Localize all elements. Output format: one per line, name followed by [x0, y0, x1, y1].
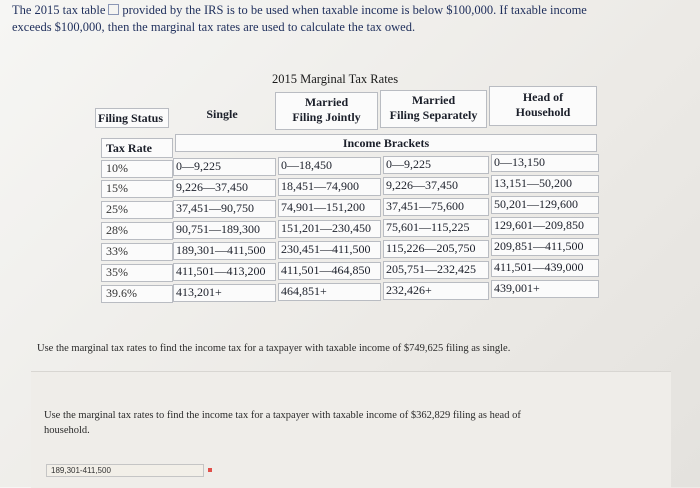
bracket-head: 13,151—50,200 [491, 175, 599, 193]
intro-line-2: exceeds $100,000, then the marginal tax rates are used to calculate the tax owed. [12, 20, 416, 34]
bracket-single: 9,226—37,450 [173, 179, 276, 197]
rate-cell: 10% [101, 160, 173, 178]
bracket-separate: 37,451—75,600 [383, 198, 489, 216]
bracket-separate: 232,426+ [383, 282, 489, 300]
external-link-icon[interactable] [108, 4, 119, 15]
bracket-joint: 230,451—411,500 [278, 241, 381, 259]
bracket-head: 0—13,150 [491, 154, 599, 172]
tax-table-link[interactable]: The 2015 tax table [12, 3, 106, 17]
question-2-answer-field[interactable]: 189,301-411,500 [46, 464, 204, 477]
bracket-separate: 9,226—37,450 [383, 177, 489, 195]
question-1-text: Use the marginal tax rates to find the income tax for a taxpayer with taxable income of $749,625 filing as single. [37, 343, 511, 354]
bracket-separate: 75,601—115,225 [383, 219, 489, 237]
bracket-separate: 0—9,225 [383, 156, 489, 174]
header-tax-rate: Tax Rate [101, 138, 173, 158]
answer-marker-icon [208, 468, 212, 472]
header-married-separately-l2: Filing Separately [389, 108, 478, 122]
rate-cell: 15% [101, 180, 173, 198]
question-2-text-line-1: Use the marginal tax rates to find the income tax for a taxpayer with taxable income of $362,829 filing as head of [44, 410, 521, 421]
bracket-head: 439,001+ [491, 280, 599, 298]
header-married-separately [380, 90, 487, 128]
header-married-separately-l1: Married [411, 93, 456, 107]
rate-cell: 28% [101, 222, 173, 240]
bracket-joint: 411,501—464,850 [278, 262, 381, 280]
intro-line-1-rest: provided by the IRS is to be used when taxable income is below $100,000. If taxable income [122, 3, 587, 17]
header-married-jointly [275, 92, 378, 130]
bracket-joint: 18,451—74,900 [278, 178, 381, 196]
bracket-head: 50,201—129,600 [491, 196, 599, 214]
table-caption: 2015 Marginal Tax Rates [272, 72, 399, 86]
bracket-single: 413,201+ [173, 284, 276, 302]
bracket-head: 411,501—439,000 [491, 259, 599, 277]
header-married-jointly-l2: Filing Jointly [292, 110, 361, 124]
bracket-joint: 464,851+ [278, 283, 381, 301]
bracket-head: 129,601—209,850 [491, 217, 599, 235]
bracket-separate: 205,751—232,425 [383, 261, 489, 279]
rate-cell: 39.6% [101, 285, 173, 303]
rate-cell: 25% [101, 201, 173, 219]
rate-cell: 33% [101, 243, 173, 261]
rate-cell: 35% [101, 264, 173, 282]
header-single: Single [206, 107, 238, 121]
question-2-text-line-2: household. [44, 425, 90, 436]
bracket-joint: 74,901—151,200 [278, 199, 381, 217]
bracket-separate: 115,226—205,750 [383, 240, 489, 258]
bracket-head: 209,851—411,500 [491, 238, 599, 256]
header-filing-status: Filing Status [95, 108, 169, 128]
header-married-jointly-l1: Married [304, 95, 349, 109]
intro-line-1 [12, 2, 587, 19]
header-head-of-household [489, 86, 597, 126]
bracket-joint: 0—18,450 [278, 157, 381, 175]
header-head-l1: Head of [522, 90, 564, 104]
bracket-single: 0—9,225 [173, 158, 276, 176]
bracket-single: 37,451—90,750 [173, 200, 276, 218]
header-income-brackets: Income Brackets [175, 134, 597, 152]
bracket-joint: 151,201—230,450 [278, 220, 381, 238]
bracket-single: 411,501—413,200 [173, 263, 276, 281]
bracket-single: 90,751—189,300 [173, 221, 276, 239]
bracket-single: 189,301—411,500 [173, 242, 276, 260]
tax-rate-table [93, 86, 603, 308]
header-head-l2: Household [515, 105, 571, 119]
